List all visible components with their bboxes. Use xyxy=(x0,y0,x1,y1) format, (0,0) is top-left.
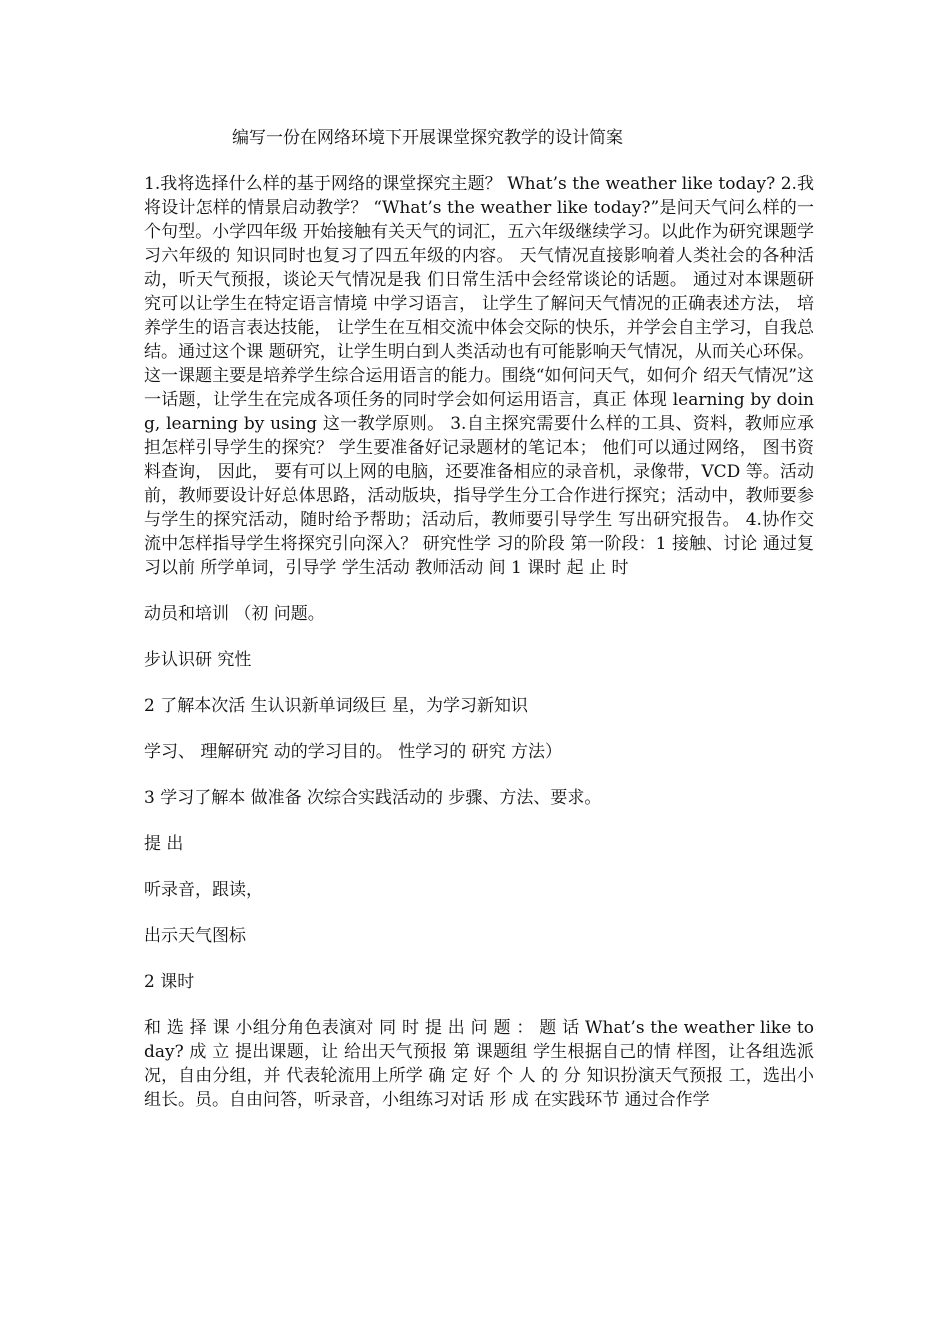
paragraph-11: 和 选 择 课 小组分角色表演对 同 时 提 出 问 题 ： 题 话 What’s the weather like today? 成 立 提出课题，让 给出天气预报 第 课题组 学生根据自己的情 样图，让各组选派 况，自由分组，并 代表轮流用上所学 确 定 好 个 人 的 分 知识扮演天气预报 工，选出小组长。员。自由问答，听录音，小组练习对话 形 成 在实践环节 通过合作学 xyxy=(144,1018,814,1110)
paragraph-6: 3 学习了解本 做准备 次综合实践活动的 步骤、方法、要求。 xyxy=(144,788,602,808)
paragraph-7: 提 出 xyxy=(144,834,184,854)
paragraph-2: 动员和培训 （初 问题。 xyxy=(144,604,325,624)
paragraph-10: 2 课时 xyxy=(144,972,195,992)
paragraph-3: 步认识研 究性 xyxy=(144,650,252,670)
paragraph-8: 听录音，跟读， xyxy=(144,880,263,900)
paragraph-main: 1.我将选择什么样的基于网络的课堂探究主题？ What’s the weather like today? 2.我将设计怎样的情景启动教学？ “What’s the weather like today?”是问天气问么样的一个句型。小学四年级 开始接触有关天气的词汇，五六年级继续学习。以此作为研究课题学习六年级的 知识同时也复习了四五年级的内容。 天气情况直接影响着人类社会的各种活动，听天气预报，谈论天气情况是我 们日常生活中会经常谈论的话题。 通过对本课题研究可以让学生在特定语言情境 中学习语言， 让学生了解问天气情况的正确表述方法， 培养学生的语言表达技能， 让学生在互相交流中体会交际的快乐，并学会自主学习，自我总结。通过这个课 题研究，让学生明白到人类活动也有可能影响天气情况，从而关心环保。这一课题主要是培养学生综合运用语言的能力。围绕“如何问天气，如何介 绍天气情况”这一话题，让学生在完成各项任务的同时学会如何运用语言，真正 体现 learning by doing, learning by using 这一教学原则。 3.自主探究需要什么样的工具、资料，教师应承担怎样引导学生的探究？ 学生要准备好记录题材的笔记本； 他们可以通过网络， 图书资料查询， 因此， 要有可以上网的电脑，还要准备相应的录音机，录像带，VCD 等。活动前，教师要设计好总体思路，活动版块，指导学生分工合作进行探究；活动中，教师要参与学生的探究活动，随时给予帮助；活动后，教师要引导学生 写出研究报告。 4.协作交流中怎样指导学生将探究引向深入？ 研究性学 习的阶段 第一阶段：1 接触、讨论 通过复习以前 所学单词，引导学 学生活动 教师活动 间 1 课时 起 止 时 xyxy=(144,174,814,578)
document-body xyxy=(144,172,814,1112)
document-title: 编写一份在网络环境下开展课堂探究教学的设计简案 xyxy=(232,128,623,148)
paragraph-4: 2 了解本次活 生认识新单词级巨 星，为学习新知识 xyxy=(144,696,529,716)
paragraph-5: 学习、 理解研究 动的学习目的。 性学习的 研究 方法） xyxy=(144,742,563,762)
paragraph-9: 出示天气图标 xyxy=(144,926,246,946)
